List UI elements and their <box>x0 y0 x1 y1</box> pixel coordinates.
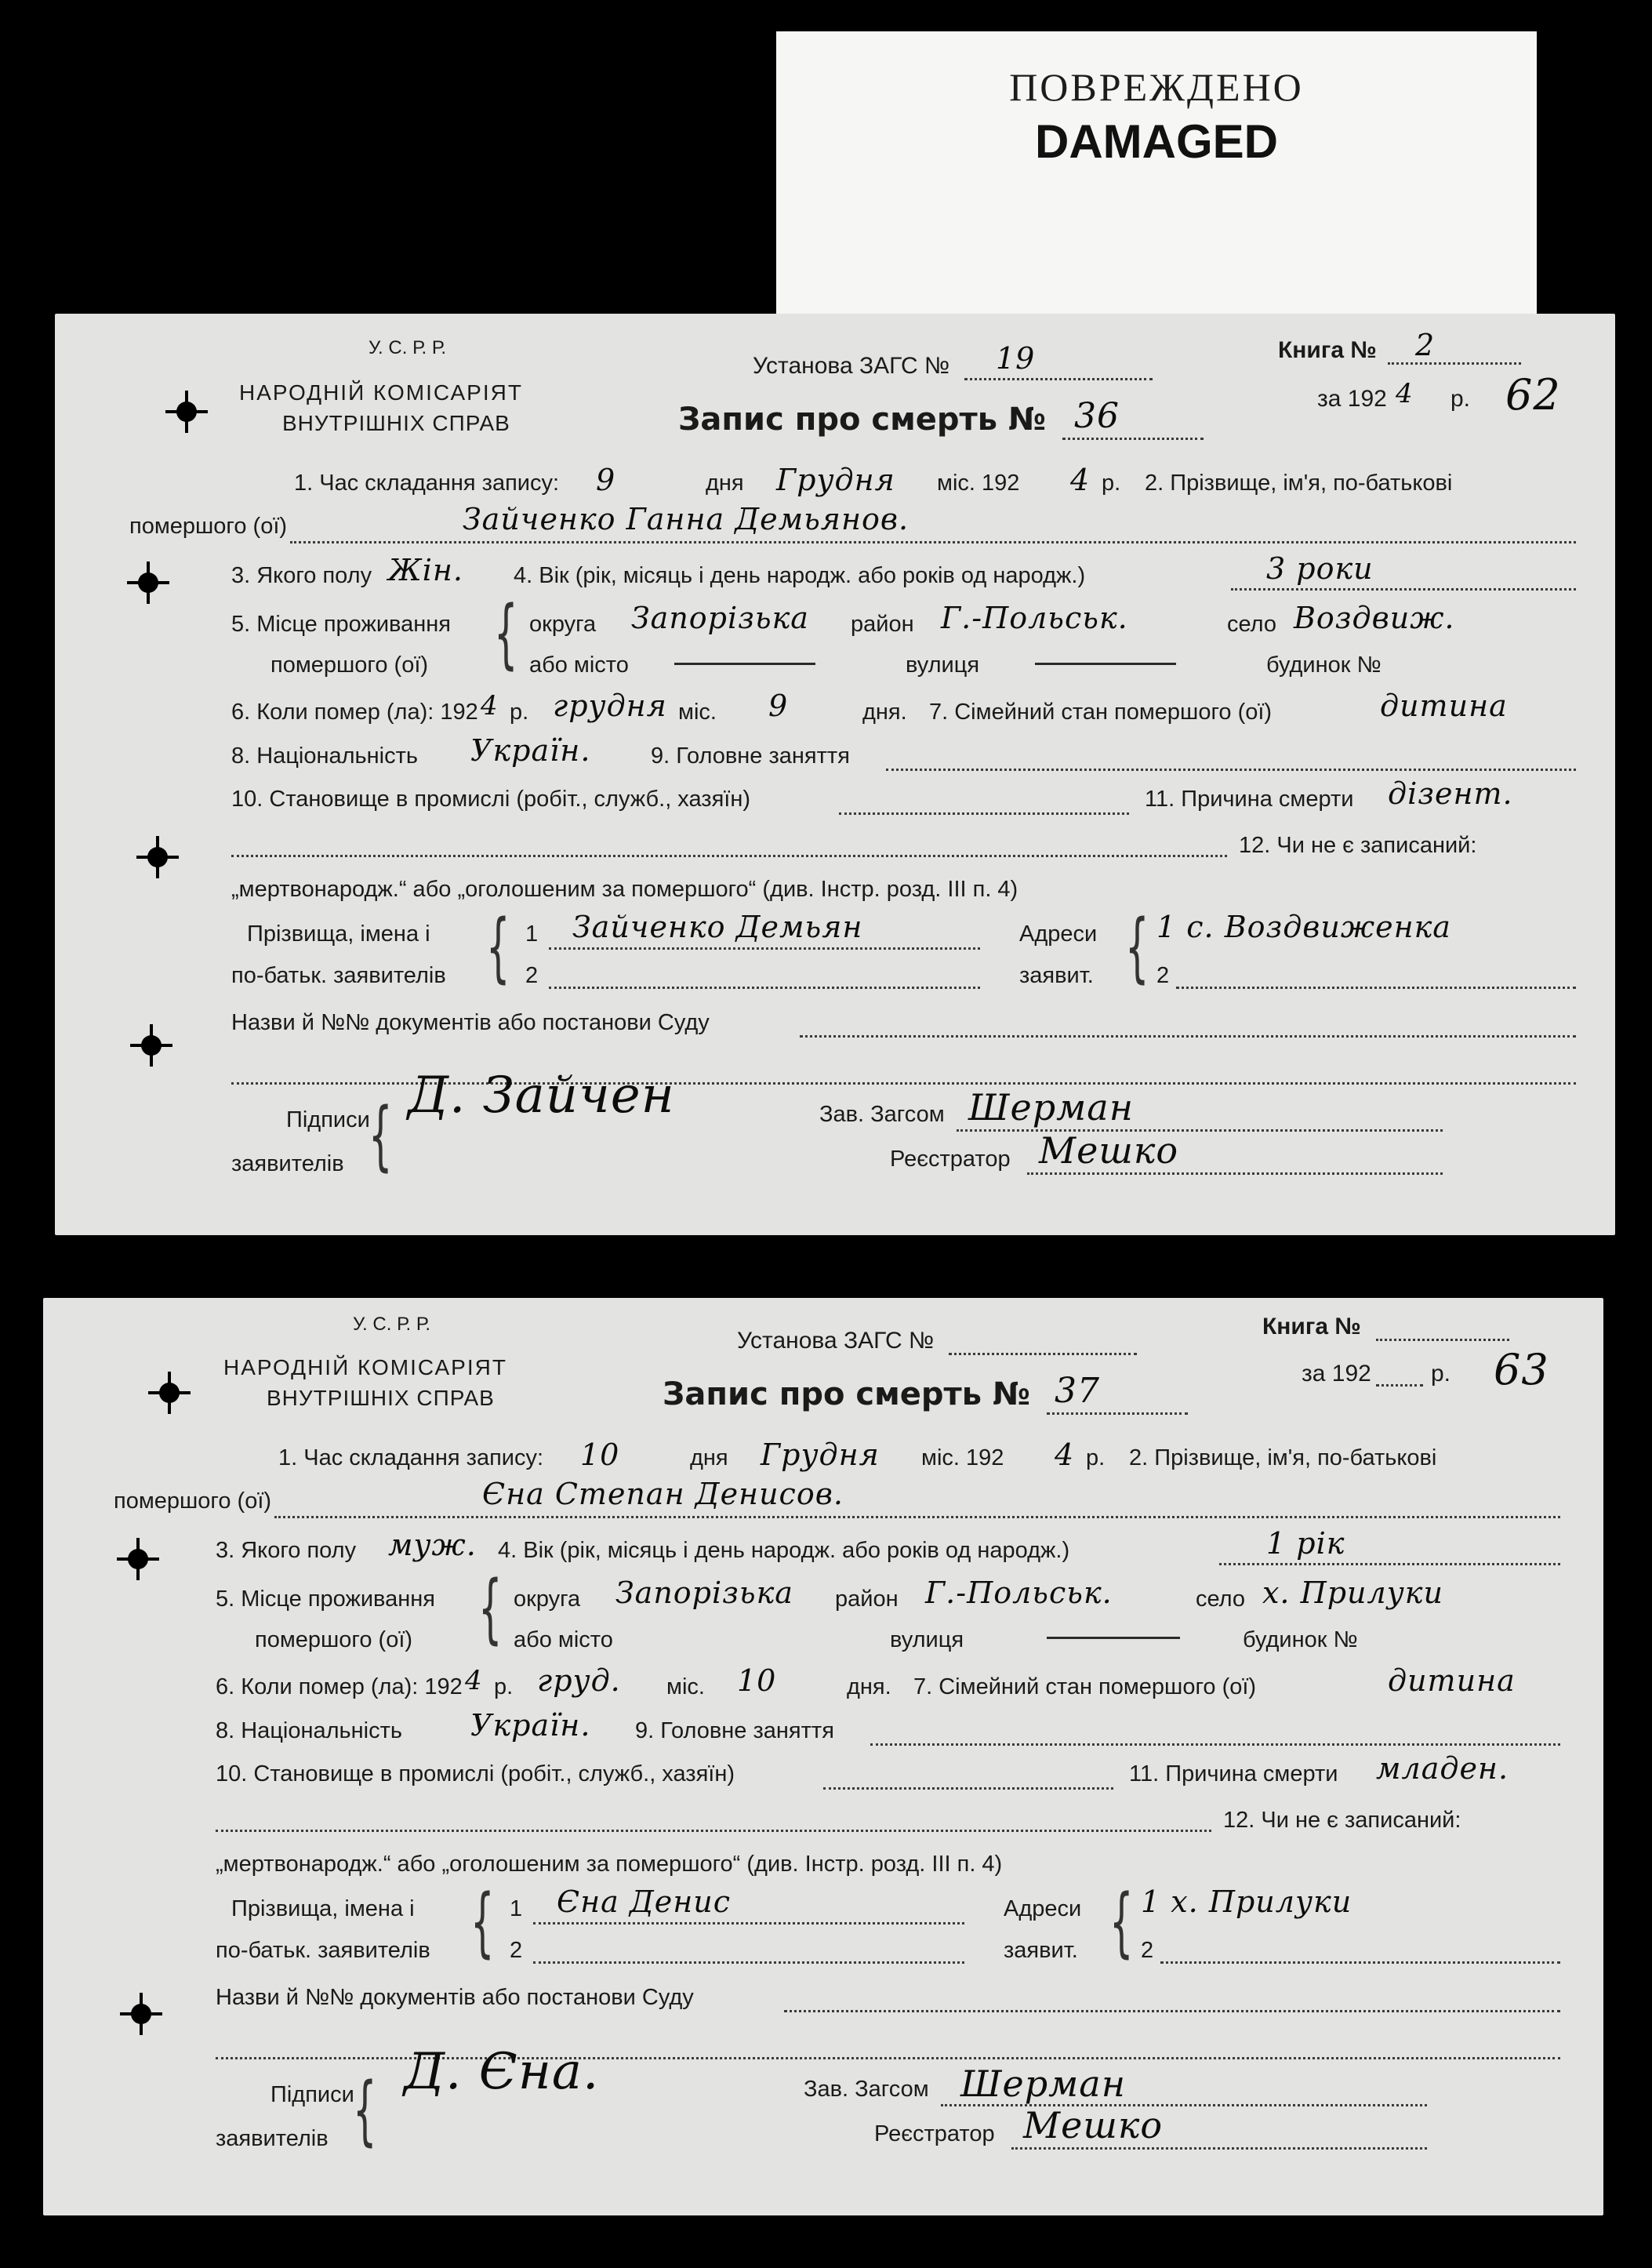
zags-no-line <box>949 1353 1137 1355</box>
f6-year-suffix: р. <box>494 1674 514 1699</box>
corner-number: 62 <box>1505 370 1561 420</box>
f8-value: Україн. <box>470 733 591 768</box>
book-no-line <box>1388 362 1521 365</box>
f7-value: дитина <box>1388 1663 1516 1698</box>
f5-selo: село <box>1227 612 1277 637</box>
address-1: 1 х. Прилуки <box>1141 1885 1352 1919</box>
f5-label: 5. Місце проживання <box>231 612 451 637</box>
book-label: Книга № <box>1262 1314 1361 1339</box>
zags-no: 19 <box>996 341 1036 376</box>
f1-day-word: дня <box>706 471 744 496</box>
zags-head-signature: Шерман <box>968 1086 1135 1129</box>
f2-name: Зайченко Ганна Демьянов. <box>463 502 910 536</box>
f1-label: 1. Час складання запису: <box>278 1445 544 1470</box>
address-label-1: Адреси <box>1019 921 1098 947</box>
f3-label: 3. Якого полу <box>231 563 372 588</box>
f10-line <box>823 1787 1113 1790</box>
f10-label: 10. Становище в промислі (робіт., служб., хазяїн) <box>216 1761 735 1786</box>
year-label: за 192 <box>1317 386 1387 412</box>
declarants-label-1: Прізвища, імена і <box>247 921 430 947</box>
f5-label-2: помершого (ої) <box>270 652 429 678</box>
f10-label: 10. Становище в промислі (робіт., служб., хазяїн) <box>231 787 751 812</box>
f5-vulytsia: вулиця <box>890 1627 964 1652</box>
f4-value: 1 рік <box>1266 1526 1345 1561</box>
f9-label: 9. Головне заняття <box>635 1718 834 1743</box>
f1-month-suffix: міс. 192 <box>937 471 1020 496</box>
f1-year: 4 <box>1070 463 1091 497</box>
f5-okruha: округа <box>529 612 597 637</box>
f5-misto: або місто <box>529 652 629 678</box>
f12-line-2: „мертвонародж.“ або „оголошеним за помершого“ (див. Інстр. розд. III п. 4) <box>216 1852 1003 1877</box>
zags-head-line <box>941 2104 1427 2106</box>
f12-line <box>216 1830 1211 1832</box>
signature-brace: { <box>353 2066 377 2154</box>
declarant-1-name: Єна Денис <box>557 1885 732 1919</box>
signature-label-1: Підписи <box>270 2082 354 2107</box>
f5-vulytsia-dash <box>1035 663 1176 665</box>
f7-label: 7. Сімейний стан помершого (ої) <box>913 1674 1257 1699</box>
f5-label-2: помершого (ої) <box>255 1627 413 1652</box>
f6-day: 9 <box>768 689 789 723</box>
address-brace: { <box>1109 1878 1134 1966</box>
zags-head-line <box>957 1129 1443 1132</box>
punch-hole <box>176 402 197 422</box>
f6-label: 6. Коли помер (ла): 192 <box>231 700 478 725</box>
f5-vulytsia: вулиця <box>906 652 980 678</box>
f10-line <box>839 812 1129 815</box>
registrar-label: Реєстратор <box>890 1147 1011 1172</box>
declarant-1-line <box>549 947 980 950</box>
f11-label: 11. Причина смерти <box>1129 1761 1338 1786</box>
f5-brace: { <box>478 1565 503 1652</box>
declarant-signature: Д. Зайчен <box>408 1067 675 1125</box>
f1-day-word: дня <box>690 1445 728 1470</box>
f9-label: 9. Головне заняття <box>651 743 850 769</box>
f12-label: 12. Чи не є записаний: <box>1239 833 1477 858</box>
documents-label: Назви й №№ документів або постанови Суду <box>216 1985 694 2010</box>
f6-year: 4 <box>465 1665 483 1696</box>
record-title: Запис про смерть № <box>663 1376 1031 1412</box>
year-suffix: р. <box>1431 1361 1451 1387</box>
declarants-label-1: Прізвища, імена і <box>231 1896 415 1921</box>
documents-line <box>800 1035 1576 1038</box>
year-hand: 4 <box>1396 378 1414 409</box>
punch-hole <box>159 1383 180 1403</box>
f5-brace: { <box>494 590 518 678</box>
f1-day: 10 <box>580 1437 620 1472</box>
zags-head-signature: Шерман <box>960 2063 1127 2105</box>
declarant-1-line <box>533 1922 964 1925</box>
f8-value: Україн. <box>470 1708 591 1743</box>
book-label: Книга № <box>1278 337 1377 363</box>
f5-misto: або місто <box>514 1627 613 1652</box>
f6-year-suffix: р. <box>510 700 529 725</box>
f5-selo-value: х. Прилуки <box>1262 1576 1443 1610</box>
declarants-label-2: по-батьк. заявителів <box>216 1938 430 1963</box>
f12-line <box>231 855 1227 857</box>
declarants-brace: { <box>486 903 510 991</box>
f2-label-2: помершого (ої) <box>114 1488 272 1514</box>
f12-label: 12. Чи не є записаний: <box>1223 1808 1461 1833</box>
f5-budynok: будинок № <box>1266 652 1382 678</box>
registrar-label: Реєстратор <box>874 2121 995 2146</box>
damaged-label-en: DAMAGED <box>1035 115 1278 168</box>
record-number: 37 <box>1055 1371 1100 1411</box>
f11-value: дізент. <box>1388 776 1513 811</box>
punch-hole <box>128 1549 148 1569</box>
f5-selo: село <box>1196 1587 1246 1612</box>
f7-label: 7. Сімейний стан помершого (ої) <box>929 700 1273 725</box>
zags-label: Установа ЗАГС № <box>753 353 950 379</box>
address-label-2: заявит. <box>1019 963 1094 988</box>
f5-raion: район <box>851 612 914 637</box>
f7-value: дитина <box>1380 689 1508 723</box>
f2-line <box>290 541 1576 543</box>
f1-month: Грудня <box>761 1437 880 1472</box>
f4-line <box>1231 588 1576 591</box>
book-no-line <box>1376 1339 1509 1341</box>
f2-label: 2. Прізвище, ім'я, по-батькові <box>1129 1445 1437 1470</box>
f1-year: 4 <box>1055 1437 1075 1472</box>
f6-month-suffix: міс. <box>666 1674 705 1699</box>
registrar-line <box>1011 2147 1427 2150</box>
commissariat-line-1: НАРОДНІЙ КОМІСАРІЯТ <box>239 380 523 405</box>
f12-line-2: „мертвонародж.“ або „оголошеним за помершого“ (див. Інстр. розд. III п. 4) <box>231 877 1018 902</box>
address-1: 1 с. Воздвиженка <box>1156 910 1451 944</box>
f1-year-suffix: р. <box>1086 1445 1106 1470</box>
address-label-2: заявит. <box>1004 1938 1078 1963</box>
f5-vulytsia-dash <box>1047 1637 1180 1639</box>
punch-hole <box>141 1035 162 1056</box>
punch-hole <box>138 572 158 593</box>
f4-value: 3 роки <box>1266 551 1374 586</box>
f1-year-suffix: р. <box>1102 471 1121 496</box>
usrr-heading: У. С. Р. Р. <box>353 1314 431 1335</box>
f5-raion-value: Г.-Польськ. <box>925 1576 1113 1610</box>
usrr-heading: У. С. Р. Р. <box>369 337 447 358</box>
f2-line <box>274 1516 1560 1518</box>
zags-label: Установа ЗАГС № <box>737 1328 935 1354</box>
address-2-line <box>1160 1961 1560 1964</box>
declarant-2-line <box>533 1961 964 1964</box>
f11-label: 11. Причина смерти <box>1145 787 1354 812</box>
f8-label: 8. Національність <box>216 1718 403 1743</box>
f5-label: 5. Місце проживання <box>216 1587 435 1612</box>
signature-label-2: заявителів <box>216 2126 329 2151</box>
record-number: 36 <box>1074 396 1120 436</box>
f6-day: 10 <box>737 1663 777 1698</box>
f2-label-2: помершого (ої) <box>129 514 288 539</box>
f1-month: Грудня <box>776 463 895 497</box>
f6-label: 6. Коли помер (ла): 192 <box>216 1674 463 1699</box>
signature-brace: { <box>369 1092 393 1179</box>
registrar-line <box>1027 1172 1443 1175</box>
f5-raion-value: Г.-Польськ. <box>941 601 1128 635</box>
record-no-line <box>1062 438 1204 440</box>
declarant-1-name: Зайченко Демьян <box>572 910 863 944</box>
f4-line <box>1219 1563 1560 1565</box>
f5-selo-value: Воздвиж. <box>1294 601 1455 635</box>
zags-no-line <box>964 378 1153 380</box>
f5-raion: район <box>835 1587 899 1612</box>
damaged-label-card <box>776 31 1537 341</box>
year-line <box>1376 1384 1423 1387</box>
f6-day-suffix: дня. <box>847 1674 891 1699</box>
punch-hole <box>147 847 168 867</box>
f4-label: 4. Вік (рік, місяць і день народж. або років од народж.) <box>498 1538 1070 1563</box>
commissariat-line-2: ВНУТРІШНІХ СПРАВ <box>282 411 510 435</box>
address-label-1: Адреси <box>1004 1896 1082 1921</box>
f5-misto-dash <box>674 663 815 665</box>
record-no-line <box>1047 1412 1188 1415</box>
f6-month: грудня <box>553 689 667 723</box>
f6-month: груд. <box>537 1663 621 1698</box>
declarant-signature: Д. Єна. <box>404 2043 600 2101</box>
declarant-2-no: 2 <box>525 963 539 988</box>
damaged-label-ru: ПОВРЕЖДЕНО <box>1009 65 1304 109</box>
f3-value: муж. <box>388 1528 477 1562</box>
registrar-signature: Мешко <box>1023 2104 1164 2146</box>
year-suffix: р. <box>1450 386 1471 412</box>
f1-month-suffix: міс. 192 <box>921 1445 1004 1470</box>
record-title: Запис про смерть № <box>678 402 1047 438</box>
f9-line <box>886 769 1576 771</box>
f2-name: Єна Степан Денисов. <box>482 1477 844 1511</box>
registrar-signature: Мешко <box>1039 1129 1179 1172</box>
f5-okruha: округа <box>514 1587 581 1612</box>
commissariat-line-1: НАРОДНІЙ КОМІСАРІЯТ <box>223 1355 507 1379</box>
f3-value: Жін. <box>388 553 463 587</box>
f6-year: 4 <box>481 690 499 721</box>
documents-label: Назви й №№ документів або постанови Суду <box>231 1010 710 1035</box>
zags-head-label: Зав. Загсом <box>819 1102 945 1127</box>
address-2: 2 <box>1156 963 1170 988</box>
documents-line <box>784 2010 1560 2012</box>
book-no: 2 <box>1415 328 1436 362</box>
f5-okruha-value: Запорізька <box>615 1576 793 1610</box>
f11-value: младен. <box>1376 1751 1509 1786</box>
year-label: за 192 <box>1302 1361 1371 1387</box>
address-brace: { <box>1125 903 1149 991</box>
punch-hole <box>131 2004 151 2024</box>
f6-month-suffix: міс. <box>678 700 717 725</box>
death-record-form-37 <box>43 1298 1603 2215</box>
f5-budynok: будинок № <box>1243 1627 1358 1652</box>
f6-day-suffix: дня. <box>862 700 907 725</box>
address-2: 2 <box>1141 1938 1154 1963</box>
f5-okruha-value: Запорізька <box>631 601 809 635</box>
declarants-label-2: по-батьк. заявителів <box>231 963 446 988</box>
declarant-2-no: 2 <box>510 1938 523 1963</box>
f1-day: 9 <box>596 463 616 497</box>
corner-number: 63 <box>1494 1345 1549 1394</box>
signature-label-1: Підписи <box>286 1107 370 1132</box>
f4-label: 4. Вік (рік, місяць і день народж. або років од народж.) <box>514 563 1086 588</box>
death-record-form-36 <box>55 314 1615 1235</box>
f8-label: 8. Національність <box>231 743 419 769</box>
f2-label: 2. Прізвище, ім'я, по-батькові <box>1145 471 1453 496</box>
signature-label-2: заявителів <box>231 1151 344 1176</box>
declarant-2-line <box>549 987 980 989</box>
declarant-1-no: 1 <box>510 1896 523 1921</box>
declarants-brace: { <box>470 1878 495 1966</box>
f9-line <box>870 1743 1560 1746</box>
declarant-1-no: 1 <box>525 921 539 947</box>
commissariat-line-2: ВНУТРІШНІХ СПРАВ <box>267 1386 495 1410</box>
zags-head-label: Зав. Загсом <box>804 2077 929 2102</box>
f3-label: 3. Якого полу <box>216 1538 357 1563</box>
address-2-line <box>1176 987 1576 989</box>
f1-label: 1. Час складання запису: <box>294 471 560 496</box>
